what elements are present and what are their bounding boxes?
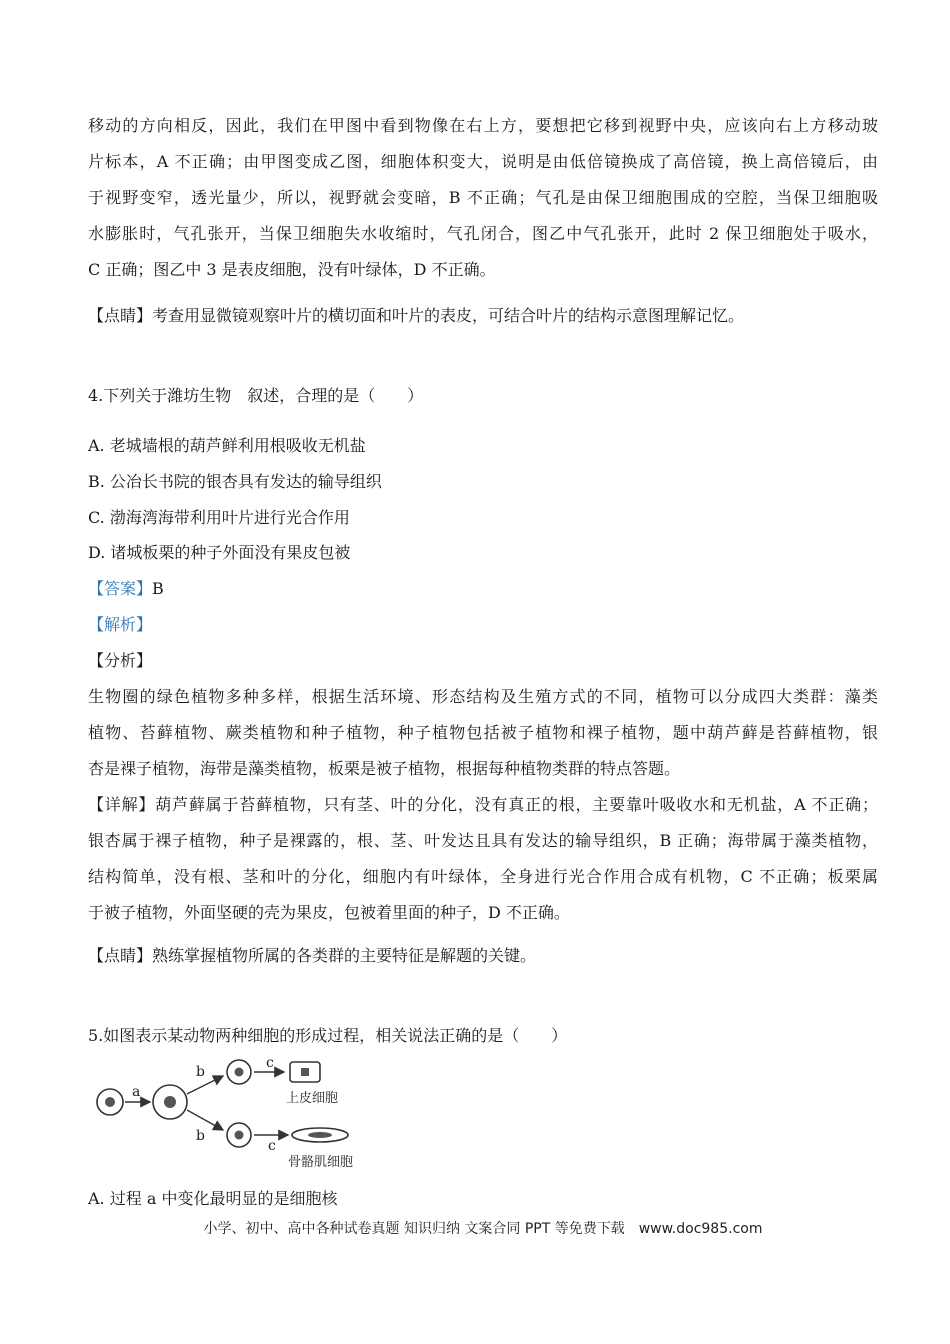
arrow-b-bottom — [187, 1110, 223, 1130]
answer-label: 【答案】 — [88, 579, 153, 598]
text-line: 银杏属于裸子植物，种子是裸露的，根、茎、叶发达且具有发达的输导组织，B 正确；海带属于藻类植物， — [88, 831, 878, 850]
q4-option-a: A. 老城墙根的葫芦鲜利用根吸收无机盐 — [88, 436, 366, 455]
text-line: C 正确；图乙中 3 是表皮细胞，没有叶绿体，D 不正确。 — [88, 260, 496, 279]
tip-text: 熟练掌握植物所属的各类群的主要特征是解题的关键。 — [152, 946, 537, 965]
q4-option-d: D. 诸城板栗的种子外面没有果皮包被 — [88, 543, 351, 562]
q4-option-c: C. 渤海湾海带利用叶片进行光合作用 — [88, 508, 350, 527]
arrow-b-top — [187, 1076, 223, 1094]
epithelial-cell-label: 上皮细胞 — [286, 1091, 339, 1106]
label-c-top: c — [266, 1058, 274, 1071]
skeletal-muscle-cell-label: 骨骼肌细胞 — [288, 1155, 354, 1170]
text-line: 片标本，A 不正确；由甲图变成乙图，细胞体积变大，说明是由低倍镜换成了高倍镜，换上高倍镜后，由 — [88, 152, 878, 171]
q5-option-a: A. 过程 a 中变化最明显的是细胞核 — [88, 1189, 338, 1208]
q4-tip — [88, 938, 536, 974]
cell-differentiation-diagram — [92, 1058, 382, 1174]
divided-cell-bottom — [227, 1123, 251, 1147]
divided-cell-top — [227, 1060, 251, 1084]
grown-cell — [153, 1085, 187, 1119]
q4-option-b: B. 公冶长书院的银杏具有发达的输导组织 — [88, 472, 382, 491]
text-line: 水膨胀时，气孔张开，当保卫细胞失水收缩时，气孔闭合，图乙中气孔张开，此时 2 保卫细胞处于吸水， — [88, 224, 878, 243]
detail-label: 【详解】 — [88, 795, 156, 814]
tip-label: 【点睛】 — [88, 306, 153, 325]
skeletal-muscle-cell — [292, 1128, 348, 1142]
question-5-stem: 5.如图表示某动物两种细胞的形成过程，相关说法正确的是（ ） — [88, 1026, 568, 1045]
label-b-bottom: b — [196, 1128, 205, 1144]
analysis-label: 【解析】 — [88, 615, 153, 634]
text-line: 结构简单，没有根、茎和叶的分化，细胞内有叶绿体，全身进行光合作用合成有机物，C 不正确；板栗属 — [88, 867, 878, 886]
label-a: a — [132, 1084, 141, 1100]
answer-value: B — [152, 579, 164, 598]
text-line: 【详解】葫芦藓属于苔藓植物，只有茎、叶的分化，没有真正的根，主要靠叶吸收水和无机盐，A 不正确； — [88, 795, 878, 814]
tip-label: 【点睛】 — [88, 946, 153, 965]
detail-paragraph — [88, 787, 878, 931]
epithelial-cell — [290, 1062, 320, 1082]
text-line: 于被子植物，外面坚硬的壳为果皮，包被着里面的种子，D 不正确。 — [88, 903, 570, 922]
label-b-top: b — [196, 1064, 205, 1080]
question-4-stem: 4.下列关于潍坊生物 叙述，合理的是（ ） — [88, 386, 424, 405]
text-line: 于视野变窄，透光量少，所以，视野就会变暗，B 不正确；气孔是由保卫细胞围成的空腔，当保卫细胞吸 — [88, 188, 878, 207]
text-line: 移动的方向相反，因此，我们在甲图中看到物像在右上方，要想把它移到视野中央，应该向右上方移动玻 — [88, 116, 878, 135]
tip-paragraph — [88, 298, 744, 334]
text-line: 杏是裸子植物，海带是藻类植物，板栗是被子植物，根据每种植物类群的特点答题。 — [88, 759, 681, 778]
original-cell — [97, 1089, 123, 1115]
tip-text: 考查用显微镜观察叶片的横切面和叶片的表皮，可结合叶片的结构示意图理解记忆。 — [152, 306, 745, 325]
text-line: 生物圈的绿色植物多种多样，根据生活环境、形态结构及生殖方式的不同，植物可以分成四大类群：藻类 — [88, 687, 878, 706]
text-line: 植物、苔藓植物、蕨类植物和种子植物，种子植物包括被子植物和裸子植物，题中葫芦藓是苔藓植物，银 — [88, 723, 878, 742]
label-c-bottom: c — [268, 1138, 276, 1154]
q4-answer — [88, 571, 164, 607]
fenxi-paragraph — [88, 679, 878, 787]
fenxi-label: 【分析】 — [88, 651, 153, 670]
explanation-continuation — [88, 108, 878, 288]
page-footer: 小学、初中、高中各种试卷真题 知识归纳 文案合同 PPT 等免费下载 www.doc985.com — [203, 1221, 763, 1237]
